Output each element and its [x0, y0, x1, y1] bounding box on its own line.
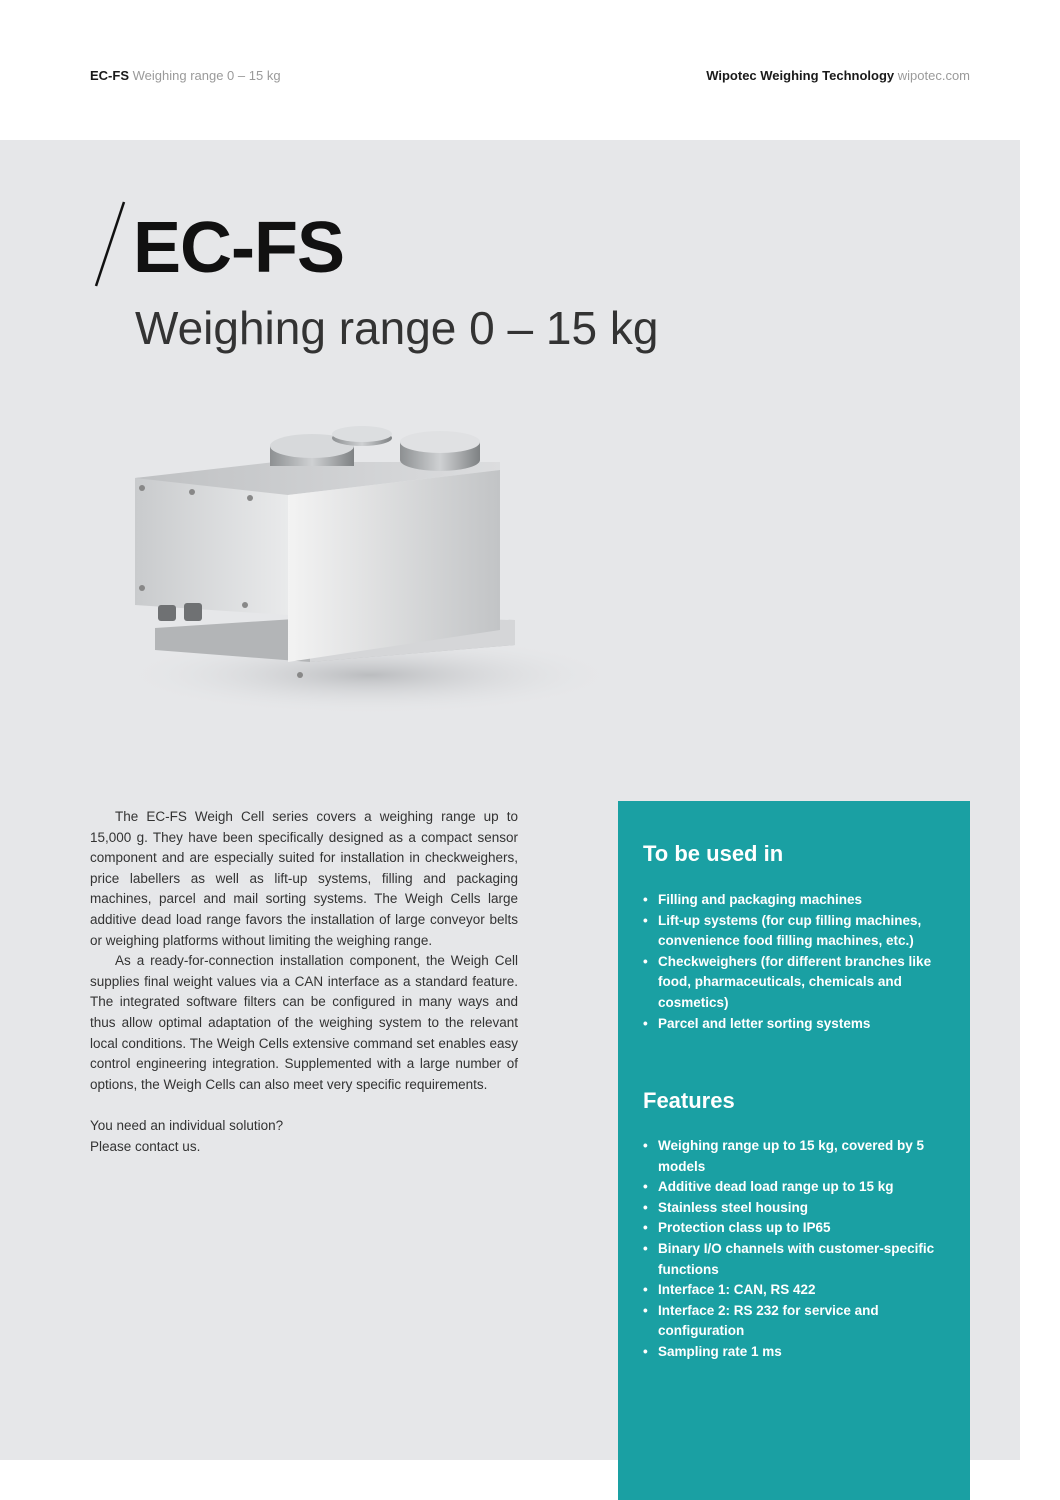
list-item: • Filling and packaging machines — [643, 890, 953, 911]
features-heading: Features — [643, 1088, 735, 1113]
list-item: • Protection class up to IP65 — [643, 1218, 953, 1239]
header-company: Wipotec Weighing Technology — [706, 68, 895, 83]
list-item: • Additive dead load range up to 15 kg — [643, 1177, 953, 1198]
used-in-heading: To be used in — [643, 841, 784, 866]
contact-prompt: Please contact us. — [90, 1138, 201, 1154]
page-title: EC-FS — [133, 208, 344, 288]
contact-note — [90, 1116, 518, 1157]
page-subtitle: Weighing range 0 – 15 kg — [135, 302, 659, 354]
features-list — [643, 1136, 953, 1363]
info-sidebar — [618, 801, 970, 1500]
header-range: Weighing range 0 – 15 kg — [132, 68, 281, 83]
list-item: • Interface 2: RS 232 for service and configuration — [643, 1301, 953, 1342]
list-item: • Parcel and letter sorting systems — [643, 1014, 953, 1035]
header-website-link[interactable]: wipotec.com — [897, 68, 970, 83]
product-image — [100, 400, 620, 720]
intro-paragraph-2: As a ready-for-connection installation component, the Weigh Cell supplies final weight values via a CAN interface as a standard feature. The integrated software filters can be configured in many ways and thus allow optimal adaptation of the weighing system to the relevant local conditions. The Weigh Cells extensive command set enables easy control engineering integration. Supplemented with a large number of options, the Weigh Cells can also meet very specific requirements. — [90, 953, 518, 1092]
list-item: • Lift-up systems (for cup filling machines, convenience food filling machines, etc.) — [643, 911, 953, 952]
list-item: • Weighing range up to 15 kg, covered by 5 models — [643, 1136, 953, 1177]
header-right — [706, 68, 970, 83]
list-item: • Interface 1: CAN, RS 422 — [643, 1280, 953, 1301]
intro-paragraph-1: The EC-FS Weigh Cell series covers a weighing range up to 15,000 g. They have been specifically designed as a compact sensor component and are especially suited for installation in checkweighers, price labellers as well as lift-up systems, filling and packaging machines, parcel and mail sorting systems. The Weigh Cells large additive dead load range favors the installation of large conveyor belts or weighing platforms without limiting the weighing range. — [90, 809, 518, 948]
contact-question: You need an individual solution? — [90, 1118, 284, 1134]
header-left — [90, 68, 281, 83]
slash-decoration — [92, 200, 132, 290]
intro-text — [90, 807, 518, 1158]
list-item: • Checkweighers (for different branches like food, pharmaceuticals, chemicals and cosmetics) — [643, 952, 953, 1014]
list-item: • Binary I/O channels with customer-specific functions — [643, 1239, 953, 1280]
list-item: • Sampling rate 1 ms — [643, 1342, 953, 1363]
used-in-list — [643, 890, 953, 1034]
list-item: • Stainless steel housing — [643, 1198, 953, 1219]
header-product-code: EC-FS — [90, 68, 129, 83]
